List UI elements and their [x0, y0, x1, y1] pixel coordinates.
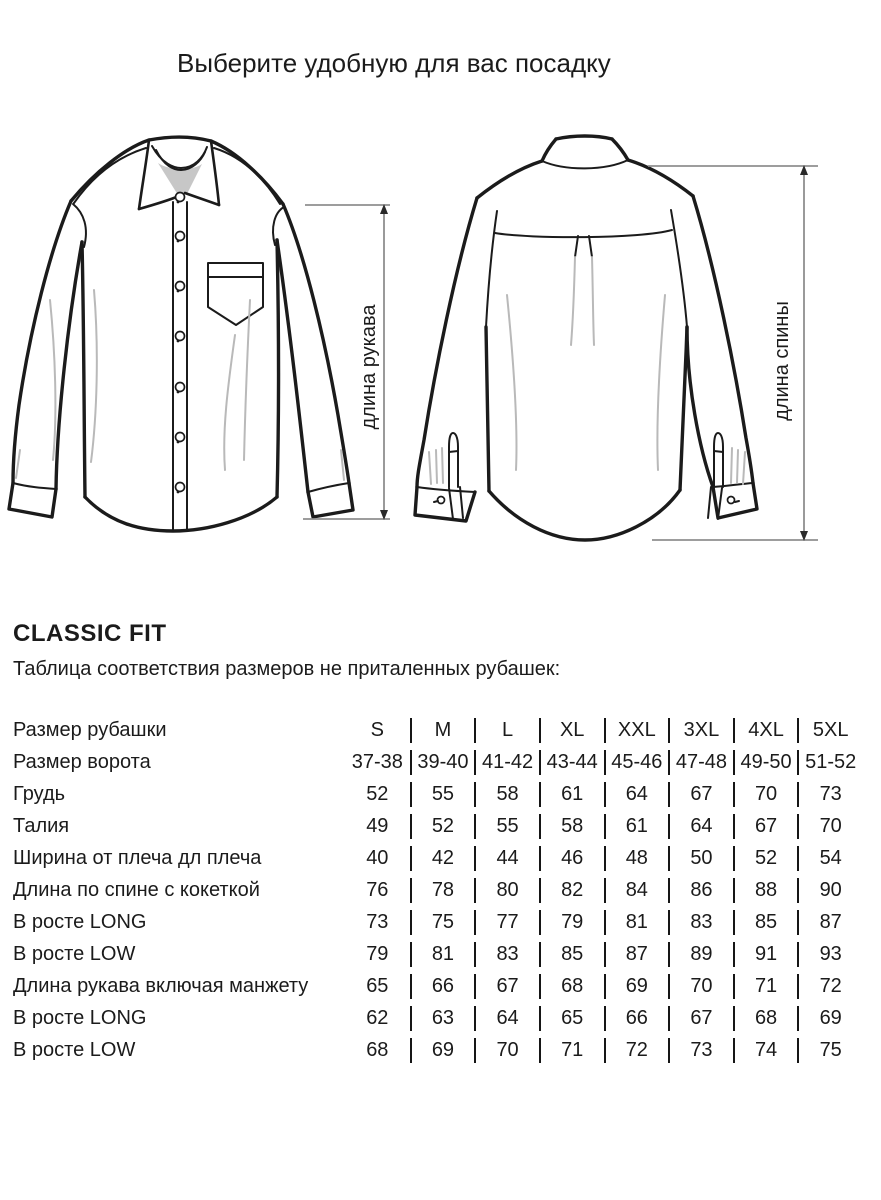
size-cell: 88	[733, 878, 798, 903]
size-cell: 58	[539, 814, 604, 839]
size-cell: 87	[604, 942, 669, 967]
row-label: В росте LOW	[13, 1039, 136, 1061]
size-cell: 70	[797, 814, 862, 839]
size-cell: 65	[539, 1006, 604, 1031]
size-cell: 44	[474, 846, 539, 871]
size-cell: 39-40	[410, 750, 475, 775]
size-cell: 68	[733, 1006, 798, 1031]
size-cell: 52	[733, 846, 798, 871]
sleeve-length-label: длина рукава	[358, 304, 380, 430]
size-cell: 68	[539, 974, 604, 999]
table-row	[13, 846, 862, 871]
size-cell: 66	[604, 1006, 669, 1031]
size-cell: 5XL	[797, 718, 862, 743]
box-pleat	[589, 236, 592, 257]
size-cell: 49-50	[733, 750, 798, 775]
size-cell: 52	[410, 814, 475, 839]
size-cell: 62	[366, 1007, 389, 1029]
size-cell: 43-44	[539, 750, 604, 775]
size-cell: 69	[604, 974, 669, 999]
table-row	[13, 750, 862, 775]
table-row	[13, 1006, 862, 1031]
size-cell: 71	[733, 974, 798, 999]
size-cell: 76	[366, 879, 389, 901]
size-cell: 37-38	[351, 751, 403, 773]
size-cell: 78	[410, 878, 475, 903]
size-cell: 90	[797, 878, 862, 903]
row-label: В росте LONG	[13, 1007, 147, 1029]
back-length-label: длина спины	[771, 301, 793, 421]
row-label: В росте LONG	[13, 911, 147, 933]
size-cell: 45-46	[604, 750, 669, 775]
box-pleat	[575, 236, 578, 257]
size-cell: 72	[797, 974, 862, 999]
size-cell: 70	[668, 974, 733, 999]
size-cell: 70	[474, 1038, 539, 1063]
size-cell: 63	[410, 1006, 475, 1031]
table-row	[13, 942, 862, 967]
size-cell: 47-48	[668, 750, 733, 775]
size-cell: 41-42	[474, 750, 539, 775]
size-cell: 4XL	[733, 718, 798, 743]
size-cell: 73	[668, 1038, 733, 1063]
buttons-column	[176, 193, 185, 494]
size-cell: 83	[668, 910, 733, 935]
size-cell: 66	[410, 974, 475, 999]
row-label: Размер ворота	[13, 751, 151, 773]
size-cell: 81	[410, 942, 475, 967]
table-row	[13, 782, 862, 807]
size-cell: XXL	[604, 718, 669, 743]
table-row	[13, 974, 862, 999]
size-cell: 84	[604, 878, 669, 903]
size-cell: 72	[604, 1038, 669, 1063]
size-cell: 64	[604, 782, 669, 807]
size-cell: 67	[668, 782, 733, 807]
size-cell: 75	[410, 910, 475, 935]
size-cell: 70	[733, 782, 798, 807]
size-cell: 65	[366, 975, 389, 997]
row-label: Грудь	[13, 783, 66, 805]
size-cell: 89	[668, 942, 733, 967]
size-cell: 61	[539, 782, 604, 807]
size-cell: 80	[474, 878, 539, 903]
row-label: Длина по спине с кокеткой	[13, 879, 260, 901]
size-cell: 42	[410, 846, 475, 871]
table-row	[13, 910, 862, 935]
size-cell: 82	[539, 878, 604, 903]
chest-pocket	[208, 263, 263, 325]
cuff-placket	[708, 433, 739, 519]
shirt-back-drawing	[415, 136, 757, 540]
size-cell: 83	[474, 942, 539, 967]
size-cell: 74	[733, 1038, 798, 1063]
size-cell: 67	[733, 814, 798, 839]
size-cell: 91	[733, 942, 798, 967]
size-cell: 85	[733, 910, 798, 935]
size-cell: 67	[668, 1006, 733, 1031]
size-cell: 64	[474, 1006, 539, 1031]
size-cell: M	[410, 718, 475, 743]
section-subtitle: Таблица соответствия размеров не приталенных рубашек:	[13, 658, 561, 680]
size-cell: 67	[474, 974, 539, 999]
size-cell: 48	[604, 846, 669, 871]
size-cell: 61	[604, 814, 669, 839]
row-label: Ширина от плеча дл плеча	[13, 847, 262, 869]
size-cell: 69	[797, 1006, 862, 1031]
size-cell: 40	[366, 847, 389, 869]
size-cell: 73	[366, 911, 389, 933]
row-label: Размер рубашки	[13, 719, 167, 741]
size-cell: XL	[539, 718, 604, 743]
size-cell: 49	[366, 815, 389, 837]
yoke-seam	[495, 230, 672, 237]
size-cell: L	[474, 718, 539, 743]
size-cell: 68	[366, 1039, 389, 1061]
size-cell: 75	[797, 1038, 862, 1063]
section-heading: CLASSIC FIT	[13, 620, 167, 647]
size-cell: 87	[797, 910, 862, 935]
table-row	[13, 718, 862, 743]
size-cell: S	[370, 719, 384, 741]
size-cell: 77	[474, 910, 539, 935]
size-cell: 55	[410, 782, 475, 807]
row-label: Длина рукава включая манжету	[13, 975, 309, 997]
size-cell: 3XL	[668, 718, 733, 743]
size-cell: 79	[539, 910, 604, 935]
size-cell: 52	[366, 783, 389, 805]
size-cell: 58	[474, 782, 539, 807]
size-cell: 73	[797, 782, 862, 807]
size-cell: 54	[797, 846, 862, 871]
shirt-front-drawing	[9, 137, 353, 531]
size-cell: 46	[539, 846, 604, 871]
size-cell: 85	[539, 942, 604, 967]
cuff-placket	[434, 433, 463, 519]
row-label: В росте LOW	[13, 943, 136, 965]
row-label: Талия	[13, 815, 70, 837]
size-cell: 64	[668, 814, 733, 839]
size-cell: 79	[366, 943, 389, 965]
page-title: Выберите удобную для вас посадку	[177, 48, 611, 78]
table-row	[13, 1038, 862, 1063]
size-cell: 55	[474, 814, 539, 839]
size-cell: 51-52	[797, 750, 862, 775]
size-cell: 50	[668, 846, 733, 871]
size-table	[13, 711, 862, 1070]
size-table-body	[13, 718, 862, 1063]
size-cell: 81	[604, 910, 669, 935]
size-cell: 71	[539, 1038, 604, 1063]
size-cell: 86	[668, 878, 733, 903]
table-row	[13, 878, 862, 903]
size-cell: 69	[410, 1038, 475, 1063]
table-row	[13, 814, 862, 839]
size-cell: 93	[797, 942, 862, 967]
